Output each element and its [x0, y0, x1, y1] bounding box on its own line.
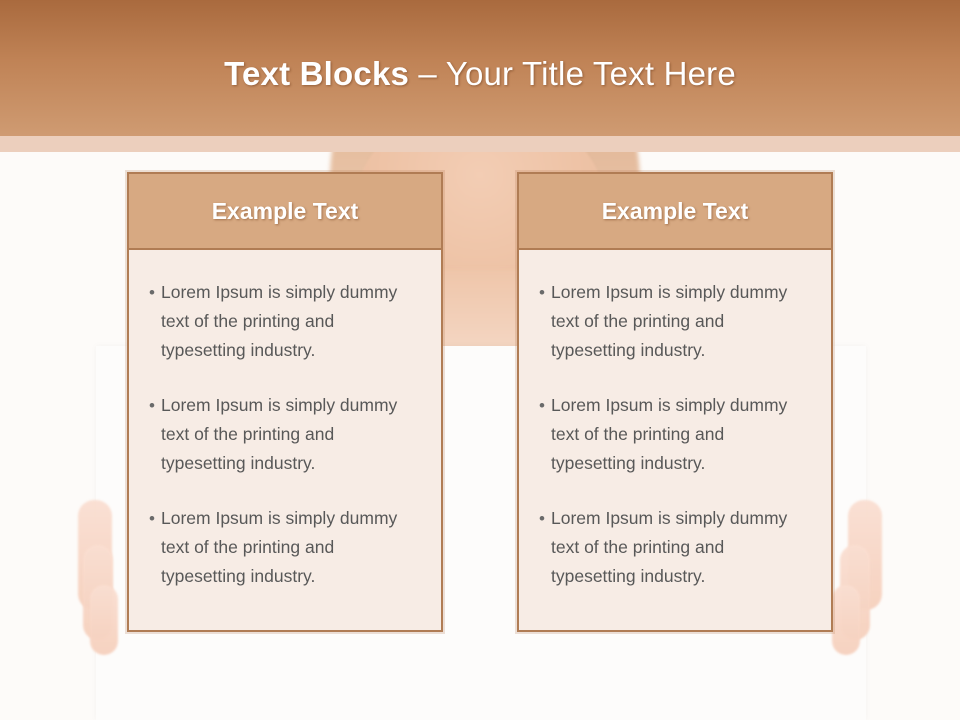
bullet-icon: • [539, 283, 545, 302]
list-item [533, 504, 813, 591]
page-title-light: Your Title Text Here [445, 55, 736, 92]
page-title-separator: – [409, 55, 446, 92]
text-block-right-header [517, 172, 833, 248]
text-block-right [515, 170, 835, 634]
list-item-text: Lorem Ipsum is simply dummy text of the printing and typesetting industry. [551, 395, 788, 473]
bullet-icon: • [149, 283, 155, 302]
list-item [533, 278, 813, 365]
background-hand-left [90, 585, 118, 655]
text-block-left [125, 170, 445, 634]
bullet-icon: • [539, 509, 545, 528]
list-item-text: Lorem Ipsum is simply dummy text of the printing and typesetting industry. [161, 508, 398, 586]
background-hand-right [832, 585, 860, 655]
bullet-icon: • [149, 509, 155, 528]
text-block-right-heading: Example Text [601, 197, 749, 224]
page-title-strong: Text Blocks [224, 55, 410, 92]
list-item-text: Lorem Ipsum is simply dummy text of the printing and typesetting industry. [161, 282, 398, 360]
bullet-icon: • [149, 396, 155, 415]
text-block-left-header [127, 172, 443, 248]
bullet-icon: • [539, 396, 545, 415]
list-item-text: Lorem Ipsum is simply dummy text of the printing and typesetting industry. [551, 508, 788, 586]
text-block-left-body [127, 248, 443, 632]
list-item-text: Lorem Ipsum is simply dummy text of the printing and typesetting industry. [551, 282, 788, 360]
header-underline [0, 136, 960, 152]
list-item [143, 391, 423, 478]
list-item [143, 504, 423, 591]
list-item [143, 278, 423, 365]
list-item [533, 391, 813, 478]
text-block-right-body [517, 248, 833, 632]
text-blocks-container [125, 170, 835, 634]
text-block-left-heading: Example Text [211, 197, 359, 224]
page-title [0, 52, 960, 96]
list-item-text: Lorem Ipsum is simply dummy text of the printing and typesetting industry. [161, 395, 398, 473]
